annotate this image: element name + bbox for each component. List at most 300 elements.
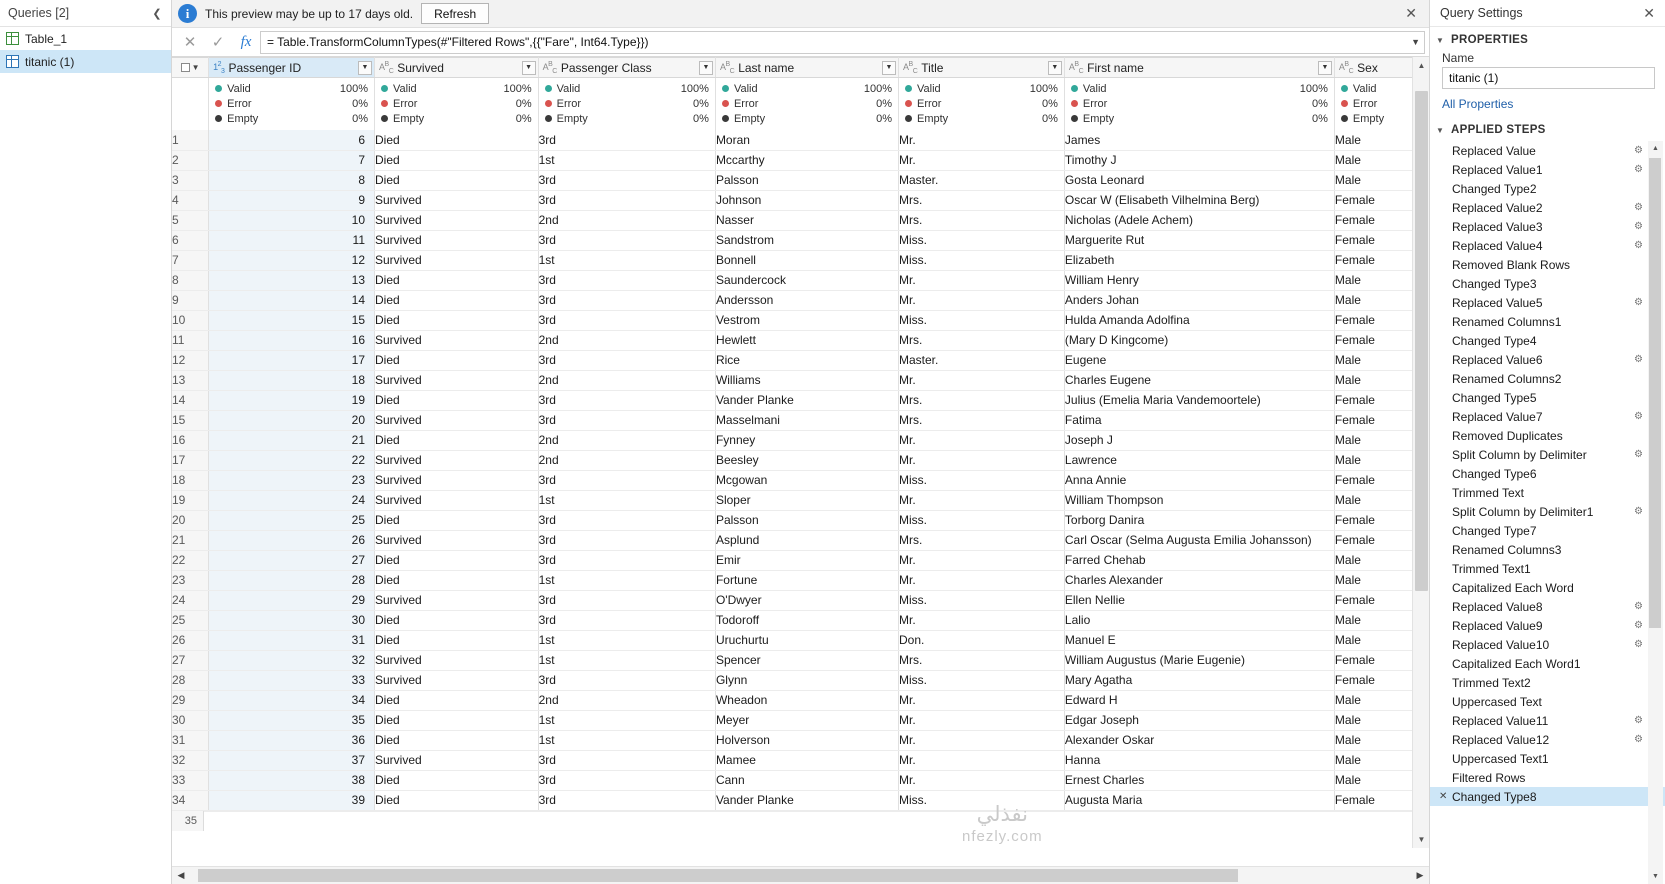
- gear-icon[interactable]: ⚙: [1634, 715, 1643, 726]
- scroll-left-arrow-icon[interactable]: ◀: [177, 870, 185, 880]
- table-cell[interactable]: 39: [209, 790, 375, 810]
- table-cell[interactable]: Mr.: [899, 290, 1065, 310]
- table-cell[interactable]: Survived: [375, 750, 539, 770]
- table-cell[interactable]: Female: [1334, 310, 1429, 330]
- applied-step[interactable]: [1430, 198, 1665, 217]
- table-cell[interactable]: James: [1064, 130, 1334, 150]
- table-cell[interactable]: 1st: [538, 650, 715, 670]
- table-cell[interactable]: Mr.: [899, 770, 1065, 790]
- table-cell[interactable]: 3rd: [538, 130, 715, 150]
- table-cell[interactable]: Master.: [899, 170, 1065, 190]
- table-cell[interactable]: Survived: [375, 210, 539, 230]
- table-cell[interactable]: 3rd: [538, 510, 715, 530]
- table-cell[interactable]: Male: [1334, 710, 1429, 730]
- applied-step[interactable]: [1430, 141, 1665, 160]
- table-cell[interactable]: Mr.: [899, 710, 1065, 730]
- table-cell[interactable]: Nicholas (Adele Achem): [1064, 210, 1334, 230]
- applied-step[interactable]: [1430, 597, 1665, 616]
- table-cell[interactable]: 1st: [538, 710, 715, 730]
- gear-icon[interactable]: ⚙: [1634, 202, 1643, 213]
- table-cell[interactable]: Female: [1334, 230, 1429, 250]
- table-cell[interactable]: 11: [209, 230, 375, 250]
- close-icon[interactable]: ✕: [1405, 5, 1417, 21]
- table-cell[interactable]: Fynney: [715, 430, 898, 450]
- table-cell[interactable]: Uruchurtu: [715, 630, 898, 650]
- table-cell[interactable]: William Augustus (Marie Eugenie): [1064, 650, 1334, 670]
- table-cell[interactable]: Mr.: [899, 490, 1065, 510]
- column-header[interactable]: [538, 58, 715, 78]
- table-cell[interactable]: Rice: [715, 350, 898, 370]
- table-cell[interactable]: 6: [209, 130, 375, 150]
- table-cell[interactable]: Died: [375, 310, 539, 330]
- table-row[interactable]: [172, 790, 1429, 810]
- table-row[interactable]: [172, 590, 1429, 610]
- table-cell[interactable]: Wheadon: [715, 690, 898, 710]
- table-cell[interactable]: 3rd: [538, 270, 715, 290]
- gear-icon[interactable]: ⚙: [1634, 601, 1643, 612]
- table-cell[interactable]: Beesley: [715, 450, 898, 470]
- table-cell[interactable]: 3rd: [538, 290, 715, 310]
- table-cell[interactable]: Masselmani: [715, 410, 898, 430]
- applied-step[interactable]: [1430, 578, 1665, 597]
- table-cell[interactable]: Julius (Emelia Maria Vandemoortele): [1064, 390, 1334, 410]
- column-filter-dropdown-icon[interactable]: ▼: [522, 61, 536, 75]
- table-cell[interactable]: Male: [1334, 290, 1429, 310]
- table-cell[interactable]: Glynn: [715, 670, 898, 690]
- table-cell[interactable]: 15: [209, 310, 375, 330]
- table-cell[interactable]: 32: [209, 650, 375, 670]
- table-cell[interactable]: 37: [209, 750, 375, 770]
- table-cell[interactable]: Todoroff: [715, 610, 898, 630]
- vertical-scrollbar-thumb[interactable]: [1415, 91, 1428, 591]
- applied-steps-section-header[interactable]: [1430, 117, 1665, 139]
- fx-icon[interactable]: fx: [240, 33, 252, 50]
- table-cell[interactable]: Saundercock: [715, 270, 898, 290]
- table-row[interactable]: [172, 270, 1429, 290]
- table-cell[interactable]: Died: [375, 130, 539, 150]
- table-cell[interactable]: Miss.: [899, 310, 1065, 330]
- table-cell[interactable]: 18: [209, 370, 375, 390]
- table-cell[interactable]: Spencer: [715, 650, 898, 670]
- table-cell[interactable]: Williams: [715, 370, 898, 390]
- table-cell[interactable]: Female: [1334, 790, 1429, 810]
- table-cell[interactable]: Vander Planke: [715, 790, 898, 810]
- table-cell[interactable]: Holverson: [715, 730, 898, 750]
- gear-icon[interactable]: ⚙: [1634, 411, 1643, 422]
- applied-step[interactable]: [1430, 369, 1665, 388]
- table-cell[interactable]: Survived: [375, 490, 539, 510]
- applied-step[interactable]: [1430, 749, 1665, 768]
- applied-step[interactable]: [1430, 692, 1665, 711]
- table-cell[interactable]: Survived: [375, 590, 539, 610]
- table-row[interactable]: [172, 430, 1429, 450]
- accept-icon[interactable]: ✓: [211, 34, 225, 51]
- table-cell[interactable]: Female: [1334, 530, 1429, 550]
- table-cell[interactable]: Male: [1334, 690, 1429, 710]
- table-cell[interactable]: 26: [209, 530, 375, 550]
- table-cell[interactable]: 3rd: [538, 750, 715, 770]
- chevron-left-icon[interactable]: ❮: [152, 7, 162, 20]
- gear-icon[interactable]: ⚙: [1634, 620, 1643, 631]
- table-row[interactable]: [172, 630, 1429, 650]
- column-header[interactable]: [1064, 58, 1334, 78]
- table-cell[interactable]: William Henry: [1064, 270, 1334, 290]
- table-cell[interactable]: 13: [209, 270, 375, 290]
- table-cell[interactable]: Don.: [899, 630, 1065, 650]
- table-cell[interactable]: Died: [375, 270, 539, 290]
- table-cell[interactable]: Charles Eugene: [1064, 370, 1334, 390]
- table-cell[interactable]: Oscar W (Elisabeth Vilhelmina Berg): [1064, 190, 1334, 210]
- table-cell[interactable]: 38: [209, 770, 375, 790]
- properties-section-header[interactable]: [1430, 27, 1665, 49]
- table-cell[interactable]: Died: [375, 690, 539, 710]
- column-header[interactable]: [209, 58, 375, 78]
- applied-step[interactable]: [1430, 426, 1665, 445]
- applied-step[interactable]: [1430, 768, 1665, 787]
- horizontal-scrollbar-track[interactable]: [190, 867, 1411, 884]
- table-cell[interactable]: Survived: [375, 250, 539, 270]
- close-icon[interactable]: ✕: [1643, 4, 1655, 21]
- table-row[interactable]: [172, 330, 1429, 350]
- applied-step[interactable]: [1430, 483, 1665, 502]
- table-cell[interactable]: Eugene: [1064, 350, 1334, 370]
- table-cell[interactable]: Survived: [375, 370, 539, 390]
- formula-input[interactable]: [260, 31, 1425, 54]
- table-cell[interactable]: Mr.: [899, 690, 1065, 710]
- gear-icon[interactable]: ⚙: [1634, 297, 1643, 308]
- table-cell[interactable]: 2nd: [538, 330, 715, 350]
- table-row[interactable]: [172, 470, 1429, 490]
- table-cell[interactable]: Male: [1334, 170, 1429, 190]
- query-item[interactable]: [0, 50, 171, 73]
- applied-step[interactable]: [1430, 521, 1665, 540]
- table-cell[interactable]: 20: [209, 410, 375, 430]
- grid-corner-selector[interactable]: ▼: [172, 58, 209, 78]
- table-cell[interactable]: Died: [375, 390, 539, 410]
- column-filter-dropdown-icon[interactable]: ▼: [358, 61, 372, 75]
- scroll-down-arrow-icon[interactable]: ▼: [1652, 873, 1659, 880]
- applied-step[interactable]: [1430, 217, 1665, 236]
- all-properties-link[interactable]: All Properties: [1442, 97, 1514, 111]
- table-cell[interactable]: Hulda Amanda Adolfina: [1064, 310, 1334, 330]
- table-cell[interactable]: Died: [375, 150, 539, 170]
- table-cell[interactable]: Female: [1334, 330, 1429, 350]
- table-cell[interactable]: Mrs.: [899, 210, 1065, 230]
- table-cell[interactable]: Female: [1334, 670, 1429, 690]
- table-cell[interactable]: Died: [375, 570, 539, 590]
- table-cell[interactable]: Male: [1334, 750, 1429, 770]
- table-cell[interactable]: Mr.: [899, 550, 1065, 570]
- table-cell[interactable]: 10: [209, 210, 375, 230]
- table-cell[interactable]: Mr.: [899, 150, 1065, 170]
- table-cell[interactable]: Nasser: [715, 210, 898, 230]
- table-cell[interactable]: Mccarthy: [715, 150, 898, 170]
- table-row[interactable]: [172, 210, 1429, 230]
- table-cell[interactable]: Female: [1334, 470, 1429, 490]
- table-row[interactable]: [172, 290, 1429, 310]
- table-row[interactable]: [172, 690, 1429, 710]
- table-cell[interactable]: Farred Chehab: [1064, 550, 1334, 570]
- table-cell[interactable]: Died: [375, 510, 539, 530]
- table-cell[interactable]: Died: [375, 350, 539, 370]
- table-cell[interactable]: Miss.: [899, 470, 1065, 490]
- table-cell[interactable]: Miss.: [899, 510, 1065, 530]
- table-cell[interactable]: Female: [1334, 190, 1429, 210]
- applied-step[interactable]: [1430, 331, 1665, 350]
- table-cell[interactable]: 3rd: [538, 790, 715, 810]
- table-cell[interactable]: 2nd: [538, 450, 715, 470]
- applied-step[interactable]: [1430, 179, 1665, 198]
- table-cell[interactable]: 2nd: [538, 690, 715, 710]
- table-cell[interactable]: Died: [375, 170, 539, 190]
- table-cell[interactable]: Manuel E: [1064, 630, 1334, 650]
- gear-icon[interactable]: ⚙: [1634, 354, 1643, 365]
- table-cell[interactable]: Died: [375, 770, 539, 790]
- table-cell[interactable]: Ernest Charles: [1064, 770, 1334, 790]
- table-cell[interactable]: Torborg Danira: [1064, 510, 1334, 530]
- table-cell[interactable]: Asplund: [715, 530, 898, 550]
- table-cell[interactable]: Sandstrom: [715, 230, 898, 250]
- table-cell[interactable]: Mrs.: [899, 650, 1065, 670]
- scroll-up-arrow-icon[interactable]: ▲: [1652, 145, 1659, 152]
- chevron-down-icon[interactable]: ▼: [1411, 37, 1420, 47]
- gear-icon[interactable]: ⚙: [1634, 506, 1643, 517]
- table-cell[interactable]: Anna Annie: [1064, 470, 1334, 490]
- table-cell[interactable]: 3rd: [538, 530, 715, 550]
- table-cell[interactable]: Moran: [715, 130, 898, 150]
- table-cell[interactable]: Survived: [375, 530, 539, 550]
- table-cell[interactable]: 19: [209, 390, 375, 410]
- table-cell[interactable]: Survived: [375, 470, 539, 490]
- table-cell[interactable]: Male: [1334, 550, 1429, 570]
- table-cell[interactable]: 3rd: [538, 470, 715, 490]
- applied-step[interactable]: [1430, 445, 1665, 464]
- table-row[interactable]: [172, 250, 1429, 270]
- applied-step[interactable]: [1430, 312, 1665, 331]
- query-item[interactable]: [0, 27, 171, 50]
- applied-step[interactable]: [1430, 787, 1665, 806]
- table-cell[interactable]: 27: [209, 550, 375, 570]
- table-cell[interactable]: 33: [209, 670, 375, 690]
- scroll-right-arrow-icon[interactable]: ▶: [1416, 870, 1424, 880]
- table-cell[interactable]: Male: [1334, 350, 1429, 370]
- table-cell[interactable]: 1st: [538, 630, 715, 650]
- applied-step[interactable]: [1430, 730, 1665, 749]
- table-row[interactable]: [172, 570, 1429, 590]
- table-cell[interactable]: 2nd: [538, 430, 715, 450]
- applied-step[interactable]: [1430, 293, 1665, 312]
- table-cell[interactable]: Joseph J: [1064, 430, 1334, 450]
- table-cell[interactable]: Marguerite Rut: [1064, 230, 1334, 250]
- scroll-down-arrow-icon[interactable]: ▼: [1413, 831, 1429, 848]
- table-cell[interactable]: Carl Oscar (Selma Augusta Emilia Johansson): [1064, 530, 1334, 550]
- table-cell[interactable]: Mr.: [899, 610, 1065, 630]
- applied-step[interactable]: [1430, 160, 1665, 179]
- table-cell[interactable]: 3rd: [538, 170, 715, 190]
- table-cell[interactable]: Died: [375, 290, 539, 310]
- gear-icon[interactable]: ⚙: [1634, 145, 1643, 156]
- table-cell[interactable]: Died: [375, 630, 539, 650]
- table-row[interactable]: [172, 230, 1429, 250]
- refresh-button[interactable]: Refresh: [421, 3, 489, 24]
- table-cell[interactable]: Palsson: [715, 170, 898, 190]
- table-cell[interactable]: Bonnell: [715, 250, 898, 270]
- table-cell[interactable]: 8: [209, 170, 375, 190]
- applied-step[interactable]: [1430, 540, 1665, 559]
- table-row[interactable]: [172, 770, 1429, 790]
- table-cell[interactable]: 28: [209, 570, 375, 590]
- applied-step[interactable]: [1430, 274, 1665, 293]
- table-cell[interactable]: 35: [209, 710, 375, 730]
- table-row[interactable]: [172, 170, 1429, 190]
- table-cell[interactable]: Emir: [715, 550, 898, 570]
- table-row[interactable]: [172, 550, 1429, 570]
- table-cell[interactable]: 3rd: [538, 670, 715, 690]
- table-cell[interactable]: Master.: [899, 350, 1065, 370]
- table-cell[interactable]: Male: [1334, 570, 1429, 590]
- table-cell[interactable]: Female: [1334, 210, 1429, 230]
- table-cell[interactable]: O'Dwyer: [715, 590, 898, 610]
- table-cell[interactable]: 3rd: [538, 410, 715, 430]
- table-cell[interactable]: Vestrom: [715, 310, 898, 330]
- table-cell[interactable]: 1st: [538, 730, 715, 750]
- table-cell[interactable]: Alexander Oskar: [1064, 730, 1334, 750]
- table-cell[interactable]: Died: [375, 730, 539, 750]
- table-cell[interactable]: Survived: [375, 670, 539, 690]
- table-cell[interactable]: Male: [1334, 630, 1429, 650]
- table-cell[interactable]: 2nd: [538, 370, 715, 390]
- table-cell[interactable]: 1st: [538, 250, 715, 270]
- column-filter-dropdown-icon[interactable]: ▼: [1048, 61, 1062, 75]
- table-cell[interactable]: Hanna: [1064, 750, 1334, 770]
- table-cell[interactable]: 2nd: [538, 210, 715, 230]
- table-cell[interactable]: 29: [209, 590, 375, 610]
- table-cell[interactable]: Timothy J: [1064, 150, 1334, 170]
- table-cell[interactable]: Mamee: [715, 750, 898, 770]
- query-name-input[interactable]: [1442, 67, 1655, 89]
- table-row[interactable]: [172, 390, 1429, 410]
- table-cell[interactable]: Elizabeth: [1064, 250, 1334, 270]
- applied-step[interactable]: [1430, 388, 1665, 407]
- table-cell[interactable]: Male: [1334, 770, 1429, 790]
- table-row[interactable]: [172, 710, 1429, 730]
- table-cell[interactable]: 34: [209, 690, 375, 710]
- table-cell[interactable]: 1st: [538, 150, 715, 170]
- table-cell[interactable]: Miss.: [899, 790, 1065, 810]
- table-row[interactable]: [172, 670, 1429, 690]
- table-cell[interactable]: Mr.: [899, 430, 1065, 450]
- applied-step[interactable]: [1430, 236, 1665, 255]
- table-row[interactable]: [172, 510, 1429, 530]
- table-cell[interactable]: 1st: [538, 570, 715, 590]
- applied-step[interactable]: [1430, 635, 1665, 654]
- table-cell[interactable]: Mr.: [899, 450, 1065, 470]
- table-cell[interactable]: 3rd: [538, 230, 715, 250]
- cancel-icon[interactable]: ✕: [183, 34, 197, 51]
- horizontal-scrollbar-thumb[interactable]: [198, 869, 1238, 882]
- table-cell[interactable]: Miss.: [899, 230, 1065, 250]
- table-cell[interactable]: Male: [1334, 130, 1429, 150]
- gear-icon[interactable]: ⚙: [1634, 164, 1643, 175]
- table-cell[interactable]: Lalio: [1064, 610, 1334, 630]
- table-cell[interactable]: 3rd: [538, 190, 715, 210]
- table-cell[interactable]: Mr.: [899, 270, 1065, 290]
- table-row[interactable]: [172, 730, 1429, 750]
- gear-icon[interactable]: ⚙: [1634, 734, 1643, 745]
- applied-step[interactable]: [1430, 673, 1665, 692]
- table-row[interactable]: [172, 190, 1429, 210]
- column-filter-dropdown-icon[interactable]: ▼: [882, 61, 896, 75]
- table-cell[interactable]: Hewlett: [715, 330, 898, 350]
- vertical-scrollbar[interactable]: [1412, 57, 1429, 848]
- table-cell[interactable]: 3rd: [538, 310, 715, 330]
- table-cell[interactable]: William Thompson: [1064, 490, 1334, 510]
- table-cell[interactable]: Charles Alexander: [1064, 570, 1334, 590]
- table-cell[interactable]: 30: [209, 610, 375, 630]
- table-cell[interactable]: 17: [209, 350, 375, 370]
- table-cell[interactable]: Anders Johan: [1064, 290, 1334, 310]
- table-cell[interactable]: 9: [209, 190, 375, 210]
- table-cell[interactable]: Mrs.: [899, 190, 1065, 210]
- table-cell[interactable]: Edward H: [1064, 690, 1334, 710]
- table-cell[interactable]: Palsson: [715, 510, 898, 530]
- table-cell[interactable]: Mr.: [899, 750, 1065, 770]
- applied-step[interactable]: [1430, 616, 1665, 635]
- applied-step[interactable]: [1430, 711, 1665, 730]
- table-cell[interactable]: Male: [1334, 450, 1429, 470]
- table-row[interactable]: [172, 350, 1429, 370]
- table-cell[interactable]: Miss.: [899, 250, 1065, 270]
- table-cell[interactable]: Edgar Joseph: [1064, 710, 1334, 730]
- table-cell[interactable]: 22: [209, 450, 375, 470]
- applied-step[interactable]: [1430, 559, 1665, 578]
- table-cell[interactable]: 21: [209, 430, 375, 450]
- table-row[interactable]: [172, 410, 1429, 430]
- table-cell[interactable]: Ellen Nellie: [1064, 590, 1334, 610]
- applied-step[interactable]: [1430, 464, 1665, 483]
- table-cell[interactable]: Male: [1334, 150, 1429, 170]
- table-cell[interactable]: Fortune: [715, 570, 898, 590]
- table-cell[interactable]: 3rd: [538, 770, 715, 790]
- column-header[interactable]: [375, 58, 539, 78]
- column-filter-dropdown-icon[interactable]: ▼: [1318, 61, 1332, 75]
- table-cell[interactable]: 12: [209, 250, 375, 270]
- horizontal-scrollbar[interactable]: [172, 866, 1429, 884]
- table-cell[interactable]: Male: [1334, 610, 1429, 630]
- table-cell[interactable]: Sloper: [715, 490, 898, 510]
- applied-step[interactable]: [1430, 407, 1665, 426]
- table-cell[interactable]: 1st: [538, 490, 715, 510]
- table-cell[interactable]: Died: [375, 550, 539, 570]
- table-cell[interactable]: 3rd: [538, 550, 715, 570]
- applied-step[interactable]: [1430, 350, 1665, 369]
- table-row[interactable]: [172, 650, 1429, 670]
- applied-steps-scrollbar-thumb[interactable]: [1649, 158, 1661, 628]
- table-row[interactable]: [172, 370, 1429, 390]
- table-cell[interactable]: 3rd: [538, 390, 715, 410]
- applied-steps-scrollbar[interactable]: [1648, 141, 1663, 884]
- table-cell[interactable]: Mrs.: [899, 390, 1065, 410]
- table-row[interactable]: [172, 530, 1429, 550]
- table-row[interactable]: [172, 750, 1429, 770]
- table-cell[interactable]: 14: [209, 290, 375, 310]
- table-cell[interactable]: Lawrence: [1064, 450, 1334, 470]
- table-cell[interactable]: Male: [1334, 490, 1429, 510]
- table-cell[interactable]: Survived: [375, 450, 539, 470]
- column-header[interactable]: [715, 58, 898, 78]
- table-cell[interactable]: Survived: [375, 230, 539, 250]
- table-cell[interactable]: Mr.: [899, 130, 1065, 150]
